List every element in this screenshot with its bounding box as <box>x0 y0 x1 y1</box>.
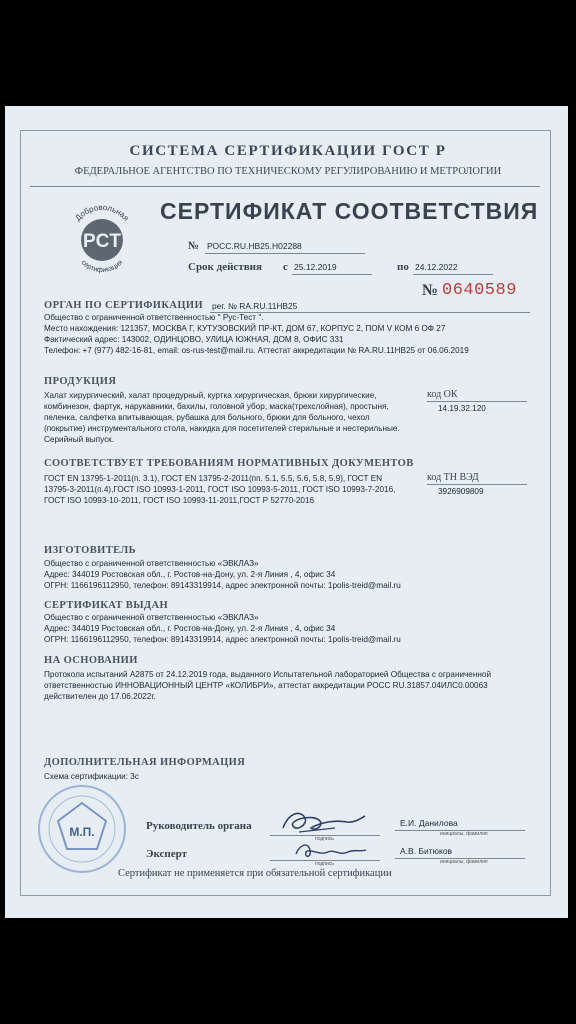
issued-heading: СЕРТИФИКАТ ВЫДАН <box>44 600 169 611</box>
product-line: комбинезон, фартук, нарукавники, бахилы, головной убор, маска(трехслойная), простыня, <box>44 402 389 411</box>
tnved-code-divider <box>427 484 527 485</box>
body-line: Место нахождения: 121357, МОСКВА Г, КУТУЗОВСКИЙ ПР-КТ, ДОМ 67, КОРПУС 2, ПОМ V КОМ 6 ОФ 27 <box>44 324 446 333</box>
svg-text:PCT: PCT <box>83 231 121 252</box>
requirements-line: ГОСТ ISO 10993-10-2011, ГОСТ ISO 10993-11-2011,ГОСТ Р 52770-2016 <box>44 496 315 505</box>
head-name: Е.И. Данилова <box>400 818 458 828</box>
product-line: пеленка, салфетка впитывающая, рубашка для больного, брюки для больного, чехол <box>44 413 370 422</box>
svg-text:сертификация: сертификация <box>79 259 125 275</box>
certification-scheme: Схема сертификации: 3с <box>44 772 139 781</box>
validity-to: 24.12.2022 <box>415 262 458 272</box>
validity-from-prefix: с <box>283 261 288 273</box>
expert-sign-caption: подпись <box>315 861 334 867</box>
number-prefix: № <box>188 240 200 252</box>
expert-name: А.В. Битюков <box>400 846 453 856</box>
gost-r-logo-icon <box>62 200 142 280</box>
svg-text:М.П.: М.П. <box>69 825 95 839</box>
system-title: СИСТЕМА СЕРТИФИКАЦИИ ГОСТ Р <box>129 143 447 159</box>
number-underline <box>205 253 365 254</box>
validity-label: Срок действия <box>188 261 262 273</box>
body-line: Телефон: +7 (977) 482-16-81, email: os-rus-test@mail.ru. Аттестат аккредитации № RA.RU.11НВ25 от 06.06.2019 <box>44 346 469 355</box>
blank-number-prefix: № <box>422 282 439 299</box>
tnved-code: 3926909809 <box>438 487 484 496</box>
body-line: Фактический адрес: 143002, ОДИНЦОВО, УЛИЦА ЮЖНАЯ, ДОМ 8, ОФИС 331 <box>44 335 344 344</box>
issued-line: ОГРН: 1166196112950, телефон: 89143319914, адрес электронной почты: 1polis-treid@mail.ru <box>44 635 401 644</box>
manufacturer-line: Адрес: 344019 Ростовская обл., г. Ростов-на-Дону, ул. 2-я Линия , 4, офис 34 <box>44 570 336 579</box>
head-sign-caption: подпись <box>315 836 334 842</box>
issued-line: Адрес: 344019 Ростовская обл., г. Ростов-на-Дону, ул. 2-я Линия , 4, офис 34 <box>44 624 336 633</box>
footer-note: Сертификат не применяется при обязательной сертификации <box>118 868 392 879</box>
manufacturer-line: ОГРН: 1166196112950, телефон: 89143319914, адрес электронной почты: 1polis-treid@mail.ru <box>44 581 401 590</box>
header-divider <box>30 186 540 187</box>
requirements-line: 13795-3-2011(п.4),ГОСТ ISO 10993-1-2011, ГОСТ ISO 10993-5-2011, ГОСТ ISO 10993-7-2016, <box>44 485 396 494</box>
requirements-line: ГОСТ EN 13795-1-2011(п. 3.1), ГОСТ EN 13795-2-2011(пп. 5.1, 5.5, 5.6, 5.8, 5.9), ГОСТ EN <box>44 474 383 483</box>
expert-label: Эксперт <box>146 848 188 860</box>
product-line: (покрытие) инструментального стола, накидка для посетителей стерильные и нестерильные. <box>44 424 400 433</box>
tnved-code-label: код ТН ВЭД <box>427 472 479 483</box>
agency-name: ФЕДЕРАЛЬНОЕ АГЕНТСТВО ПО ТЕХНИЧЕСКОМУ РЕГУЛИРОВАНИЮ И МЕТРОЛОГИИ <box>74 166 502 177</box>
okp-code-divider <box>427 401 527 402</box>
basis-heading: НА ОСНОВАНИИ <box>44 655 138 666</box>
validity-to-underline <box>413 274 493 275</box>
basis-line: ответственностью ИННОВАЦИОННЫЙ ЦЕНТР «КОЛИБРИ», аттестат аккредитации РОСС RU.31857.04ИЛС0.00063 <box>44 681 488 690</box>
requirements-heading: СООТВЕТСТВУЕТ ТРЕБОВАНИЯМ НОРМАТИВНЫХ ДОКУМЕНТОВ <box>44 458 414 469</box>
head-label: Руководитель органа <box>146 820 252 832</box>
body-heading: ОРГАН ПО СЕРТИФИКАЦИИ <box>44 300 204 311</box>
svg-text:Добровольная: Добровольная <box>73 202 131 223</box>
product-line: Халат хирургический, халат процедурный, куртка хирургическая, брюки хирургические, <box>44 391 377 400</box>
okp-code: 14.19.32.120 <box>438 404 486 413</box>
certificate-title: СЕРТИФИКАТ СООТВЕТСТВИЯ <box>160 198 539 224</box>
blank-number: 0640589 <box>442 281 517 300</box>
manufacturer-heading: ИЗГОТОВИТЕЛЬ <box>44 545 136 556</box>
stamp-seal-icon <box>36 783 128 875</box>
manufacturer-line: Общество с ограниченной ответственностью «ЭВКЛАЗ» <box>44 559 259 568</box>
expert-name-caption: инициалы, фамилия <box>440 859 488 865</box>
issued-line: Общество с ограниченной ответственностью «ЭВКЛАЗ» <box>44 613 259 622</box>
validity-from-underline <box>292 274 372 275</box>
basis-line: Протокола испытаний А2875 от 24.12.2019 года, выданного Испытательной лабораторией Общества с ограниченной <box>44 670 492 679</box>
product-line: Серийный выпуск. <box>44 435 115 444</box>
validity-from: 25.12.2019 <box>294 262 337 272</box>
certificate-number: РОСС.RU.НВ25.Н02288 <box>207 241 302 251</box>
basis-line: действителен до 17.06.2022г. <box>44 692 156 701</box>
product-heading: ПРОДУКЦИЯ <box>44 376 117 387</box>
body-reg: рег. № RA.RU.11НВ25 <box>212 301 298 311</box>
okp-code-label: код ОК <box>427 389 458 400</box>
validity-to-prefix: по <box>397 261 409 273</box>
head-signature-icon <box>275 806 370 838</box>
additional-heading: ДОПОЛНИТЕЛЬНАЯ ИНФОРМАЦИЯ <box>44 757 246 768</box>
head-name-caption: инициалы, фамилия <box>440 831 488 837</box>
body-line: Общество с ограниченной ответственностью " Рус-Тест ". <box>44 313 264 322</box>
